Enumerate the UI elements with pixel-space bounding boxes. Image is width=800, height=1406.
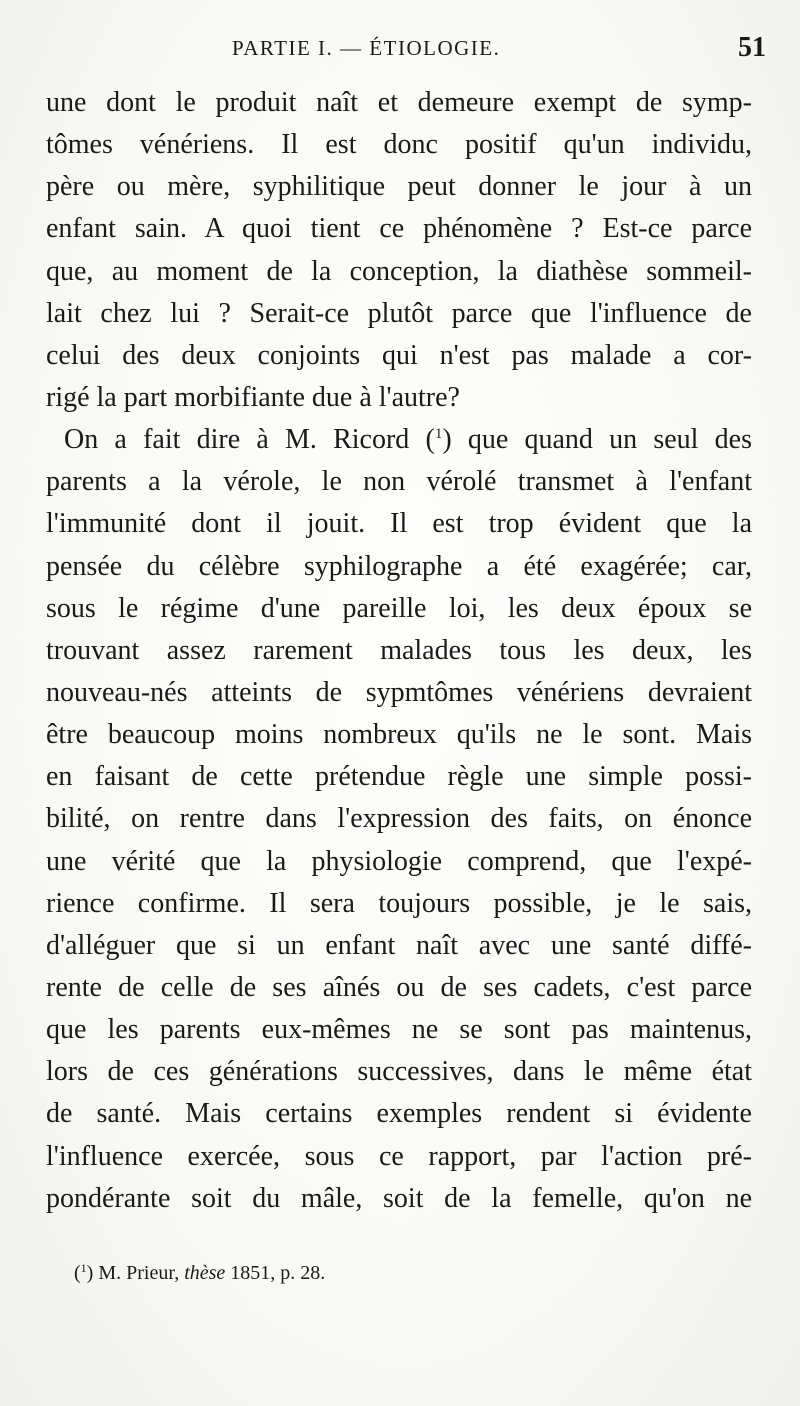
note-open: ( xyxy=(425,424,435,456)
running-head: PARTIE I. — ÉTIOLOGIE. xyxy=(232,36,501,60)
text-line: lait chez lui ? Serait-ce plutôt parce que l'influence de xyxy=(46,297,752,329)
text-line: pondérante soit du mâle, soit de la femelle, qu'on ne xyxy=(46,1182,752,1214)
text-line: une vérité que la physiologie comprend, que l'expé- xyxy=(46,845,752,877)
text-line: l'influence exercée, sous ce rapport, par l'action pré- xyxy=(46,1140,752,1172)
footnote-work: thèse xyxy=(184,1262,226,1284)
page-header xyxy=(44,32,766,72)
text-line: de santé. Mais certains exemples rendent si évidente xyxy=(46,1098,752,1130)
text-span: que quand un seul des xyxy=(451,424,752,456)
text-line: lors de ces générations successives, dans le même état xyxy=(46,1056,752,1088)
text-line: parents a la vérole, le non vérolé transmet à l'enfant xyxy=(46,466,752,498)
footnote-mark: 1 xyxy=(80,1261,87,1275)
footnote-open: ( xyxy=(74,1262,81,1284)
footnote xyxy=(74,1262,325,1285)
text-line: que les parents eux-mêmes ne se sont pas maintenus, xyxy=(46,1014,752,1046)
note-close: ) xyxy=(442,424,452,456)
text-line: rigé la part morbifiante due à l'autre? xyxy=(46,381,460,413)
text-line: rience confirme. Il sera toujours possible, je le sais, xyxy=(46,887,752,919)
text-line: une dont le produit naît et demeure exempt de symp- xyxy=(46,87,752,118)
text-line: rente de celle de ses aînés ou de ses cadets, c'est parce xyxy=(46,971,752,1003)
text-line: celui des deux conjoints qui n'est pas malade a cor- xyxy=(46,339,752,371)
body-text xyxy=(46,82,752,1220)
text-line: tômes vénériens. Il est donc positif qu'un individu, xyxy=(46,129,752,161)
footnote-reference: 1 xyxy=(434,426,443,443)
page-number: 51 xyxy=(738,32,766,63)
text-line: d'alléguer que si un enfant naît avec une santé diffé- xyxy=(46,929,752,961)
text-line: être beaucoup moins nombreux qu'ils ne le sont. Mais xyxy=(46,719,752,751)
text-line: père ou mère, syphilitique peut donner le jour à un xyxy=(46,171,752,203)
text-line: sous le régime d'une pareille loi, les deux époux se xyxy=(46,592,752,624)
footnote-details: 1851, p. 28. xyxy=(225,1262,326,1284)
text-span: On a fait dire à M. Ricord xyxy=(64,424,410,456)
text-line: nouveau-nés atteints de sypmtômes vénériens devraient xyxy=(46,676,752,708)
footnote-author: M. Prieur, xyxy=(93,1262,185,1284)
text-line-with-note xyxy=(46,419,752,461)
text-line: l'immunité dont il jouit. Il est trop évident que la xyxy=(46,508,752,540)
text-line: trouvant assez rarement malades tous les deux, les xyxy=(46,634,752,666)
text-line: bilité, on rentre dans l'expression des faits, on énonce xyxy=(46,803,752,835)
text-line: que, au moment de la conception, la diathèse sommeil- xyxy=(46,255,752,287)
text-line: enfant sain. A quoi tient ce phénomène ? Est-ce parce xyxy=(46,213,752,245)
text-line: pensée du célèbre syphilographe a été exagérée; car, xyxy=(46,550,752,582)
text-line: en faisant de cette prétendue règle une simple possi- xyxy=(46,761,752,793)
footnote-close: ) xyxy=(86,1262,94,1284)
